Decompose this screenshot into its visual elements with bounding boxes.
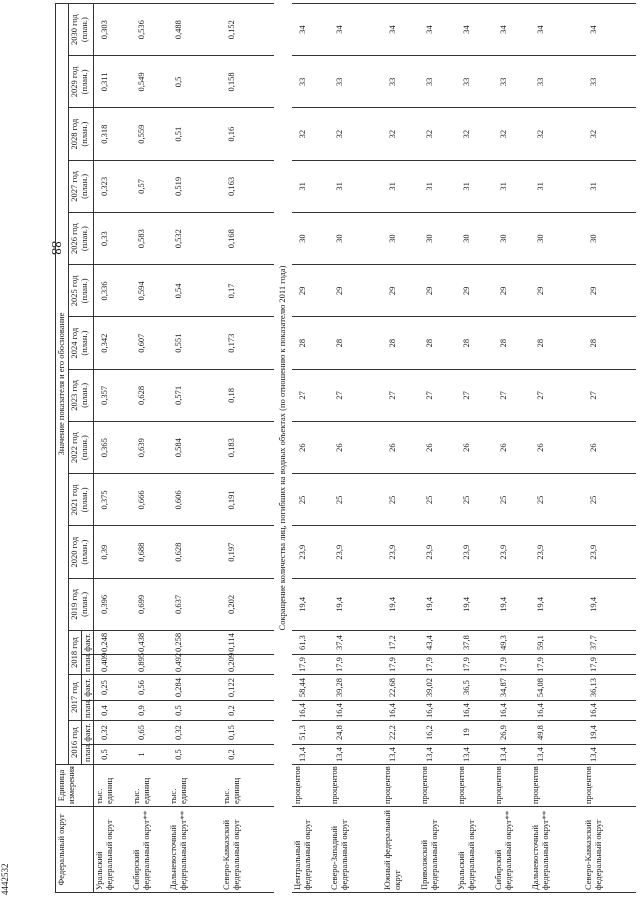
header-district: Федеральный округ <box>56 807 94 893</box>
value-cell: 13,4 <box>583 745 636 765</box>
unit-cell: тыс. единиц <box>131 765 168 807</box>
header-year-plan: 2026 год (план.) <box>68 213 94 265</box>
value-cell: 0,438 <box>131 631 168 655</box>
value-cell: 0,396 <box>94 578 132 630</box>
value-cell: 33 <box>583 56 636 108</box>
value-cell: 29 <box>382 265 419 317</box>
value-cell: 0,584 <box>168 422 221 474</box>
value-cell: 19,4 <box>419 578 456 630</box>
value-cell: 30 <box>583 213 636 265</box>
value-cell: 0,17 <box>221 265 274 317</box>
value-cell: 29 <box>530 265 583 317</box>
unit-cell: процентов <box>456 765 493 807</box>
value-cell: 0,336 <box>94 265 132 317</box>
value-cell: 25 <box>329 474 382 526</box>
district-name: Дальневосточный федеральный округ** <box>168 807 221 893</box>
value-cell: 23,9 <box>456 526 493 578</box>
value-cell: 0,571 <box>168 369 221 421</box>
value-cell: 16,4 <box>493 701 530 721</box>
unit-cell: процентов <box>493 765 530 807</box>
header-plan: план. <box>81 745 94 765</box>
value-cell: 30 <box>456 213 493 265</box>
value-cell: 0,202 <box>221 578 274 630</box>
value-cell: 0,183 <box>221 422 274 474</box>
value-cell: 26 <box>382 422 419 474</box>
value-cell: 17,9 <box>456 655 493 675</box>
value-cell: 32 <box>583 108 636 160</box>
value-cell: 28 <box>292 317 329 369</box>
table-row <box>382 4 419 893</box>
value-cell: 0,5 <box>168 56 221 108</box>
value-cell: 26 <box>493 422 530 474</box>
value-cell: 0,158 <box>221 56 274 108</box>
value-cell: 0,323 <box>94 160 132 212</box>
value-cell: 0,409 <box>94 655 132 675</box>
header-year-plan: 2024 год (план.) <box>68 317 94 369</box>
value-cell: 25 <box>493 474 530 526</box>
header-fact: факт. <box>81 675 94 701</box>
value-cell: 27 <box>530 369 583 421</box>
value-cell: 32 <box>530 108 583 160</box>
value-cell: 19,4 <box>456 578 493 630</box>
value-cell: 13,4 <box>419 745 456 765</box>
value-cell: 0,197 <box>221 526 274 578</box>
value-cell: 13,4 <box>329 745 382 765</box>
value-cell: 13,4 <box>382 745 419 765</box>
value-cell: 49,8 <box>530 721 583 745</box>
table-row <box>292 4 329 893</box>
value-cell: 23,9 <box>329 526 382 578</box>
value-cell: 29 <box>329 265 382 317</box>
value-cell: 25 <box>456 474 493 526</box>
value-cell: 0,311 <box>94 56 132 108</box>
table-row <box>131 4 168 893</box>
value-cell: 28 <box>329 317 382 369</box>
value-cell: 17,9 <box>530 655 583 675</box>
value-cell: 0,303 <box>94 4 132 56</box>
page-number: 88 <box>48 241 63 255</box>
value-cell: 0,688 <box>131 526 168 578</box>
value-cell: 0,258 <box>168 631 221 655</box>
value-cell: 0,357 <box>94 369 132 421</box>
value-cell: 0,628 <box>168 526 221 578</box>
value-cell: 58,44 <box>292 675 329 701</box>
section-title: Сокращение количества лиц, погибших на водных объектах (по отношению к показателю 2011 года) <box>277 265 288 631</box>
value-cell: 26 <box>329 422 382 474</box>
district-name: Дальневосточный федеральный округ** <box>530 807 583 893</box>
header-year-2018: 2018 год <box>68 631 81 675</box>
value-cell: 25 <box>382 474 419 526</box>
value-cell: 0,5 <box>168 745 221 765</box>
value-cell: 34 <box>329 4 382 56</box>
value-cell: 19,4 <box>530 578 583 630</box>
value-cell: 27 <box>583 369 636 421</box>
value-cell: 59,1 <box>530 631 583 655</box>
value-cell: 19,4 <box>329 578 382 630</box>
header-unit: Единица измерения <box>56 765 94 807</box>
value-cell: 1 <box>131 745 168 765</box>
value-cell: 37,7 <box>583 631 636 655</box>
value-cell: 17,9 <box>292 655 329 675</box>
value-cell: 0,583 <box>131 213 168 265</box>
value-cell: 0,551 <box>168 317 221 369</box>
value-cell: 28 <box>456 317 493 369</box>
value-cell: 32 <box>382 108 419 160</box>
value-cell: 19,4 <box>292 578 329 630</box>
value-cell: 23,9 <box>583 526 636 578</box>
table-row <box>456 4 493 893</box>
value-cell: 26 <box>530 422 583 474</box>
value-cell: 26 <box>456 422 493 474</box>
value-cell: 26 <box>292 422 329 474</box>
value-cell: 0,33 <box>94 213 132 265</box>
value-cell: 0,639 <box>131 422 168 474</box>
value-cell: 0,628 <box>131 369 168 421</box>
value-cell: 30 <box>329 213 382 265</box>
value-cell: 25 <box>583 474 636 526</box>
value-cell: 0,39 <box>94 526 132 578</box>
value-cell: 16,4 <box>456 701 493 721</box>
value-cell: 0,57 <box>131 160 168 212</box>
value-cell: 30 <box>493 213 530 265</box>
value-cell: 0,5 <box>168 701 221 721</box>
unit-cell: процентов <box>292 765 329 807</box>
value-cell: 0,559 <box>131 108 168 160</box>
value-cell: 28 <box>493 317 530 369</box>
value-cell: 33 <box>292 56 329 108</box>
value-cell: 26 <box>419 422 456 474</box>
value-cell: 0,492 <box>168 655 221 675</box>
value-cell: 0,594 <box>131 265 168 317</box>
value-cell: 31 <box>292 160 329 212</box>
value-cell: 34 <box>456 4 493 56</box>
value-cell: 16,4 <box>530 701 583 721</box>
table-row <box>419 4 456 893</box>
value-cell: 33 <box>382 56 419 108</box>
value-cell: 16,4 <box>329 701 382 721</box>
value-cell: 0,519 <box>168 160 221 212</box>
header-year-plan: 2021 год (план.) <box>68 474 94 526</box>
value-cell: 24,8 <box>329 721 382 745</box>
value-cell: 29 <box>456 265 493 317</box>
value-cell: 0,56 <box>131 675 168 701</box>
value-cell: 34 <box>292 4 329 56</box>
unit-cell: тыс. единиц <box>168 765 221 807</box>
value-cell: 36,5 <box>456 675 493 701</box>
value-cell: 27 <box>292 369 329 421</box>
unit-cell: процентов <box>530 765 583 807</box>
value-cell: 0,5 <box>94 745 132 765</box>
value-cell: 37,8 <box>456 631 493 655</box>
header-plan: план. <box>81 701 94 721</box>
value-cell: 30 <box>382 213 419 265</box>
header-year-plan: 2022 год (план.) <box>68 422 94 474</box>
value-cell: 31 <box>583 160 636 212</box>
value-cell: 0,248 <box>94 631 132 655</box>
value-cell: 33 <box>456 56 493 108</box>
value-cell: 0,173 <box>221 317 274 369</box>
value-cell: 16,4 <box>382 701 419 721</box>
value-cell: 27 <box>329 369 382 421</box>
value-cell: 30 <box>292 213 329 265</box>
value-cell: 34,87 <box>493 675 530 701</box>
header-year-plan: 2023 год (план.) <box>68 369 94 421</box>
value-cell: 39,02 <box>419 675 456 701</box>
value-cell: 19,4 <box>583 578 636 630</box>
document-code: 4442532 <box>0 863 10 895</box>
value-cell: 37,4 <box>329 631 382 655</box>
value-cell: 17,9 <box>583 655 636 675</box>
table-row <box>168 4 221 893</box>
value-cell: 0,549 <box>131 56 168 108</box>
header-fact: факт. <box>81 631 94 655</box>
value-cell: 0,895 <box>131 655 168 675</box>
table-row <box>530 4 583 893</box>
district-name: Центральный федеральный округ <box>292 807 329 893</box>
value-cell: 32 <box>329 108 382 160</box>
value-cell: 34 <box>530 4 583 56</box>
value-cell: 0,163 <box>221 160 274 212</box>
value-cell: 25 <box>530 474 583 526</box>
value-cell: 31 <box>456 160 493 212</box>
value-cell: 34 <box>382 4 419 56</box>
value-cell: 19,4 <box>583 721 636 745</box>
value-cell: 17,9 <box>329 655 382 675</box>
value-cell: 0,318 <box>94 108 132 160</box>
header-group: Значение показателя и его обоснование <box>56 4 69 765</box>
value-cell: 13,4 <box>456 745 493 765</box>
district-name: Северо-Западный федеральный округ <box>329 807 382 893</box>
value-cell: 43,4 <box>419 631 456 655</box>
value-cell: 0,699 <box>131 578 168 630</box>
value-cell: 31 <box>493 160 530 212</box>
indicator-table <box>55 3 636 893</box>
header-year-plan: 2019 год (план.) <box>68 578 94 630</box>
value-cell: 31 <box>329 160 382 212</box>
header-year-plan: 2028 год (план.) <box>68 108 94 160</box>
value-cell: 13,4 <box>493 745 530 765</box>
value-cell: 29 <box>292 265 329 317</box>
value-cell: 0,284 <box>168 675 221 701</box>
district-name: Южный федеральный округ <box>382 807 419 893</box>
value-cell: 61,3 <box>292 631 329 655</box>
value-cell: 0,536 <box>131 4 168 56</box>
value-cell: 0,122 <box>221 675 274 701</box>
value-cell: 16,4 <box>583 701 636 721</box>
header-year-2016: 2016 год <box>68 721 81 765</box>
value-cell: 17,9 <box>382 655 419 675</box>
value-cell: 19,4 <box>493 578 530 630</box>
value-cell: 32 <box>419 108 456 160</box>
district-name: Сибирский федеральный округ** <box>131 807 168 893</box>
value-cell: 0,54 <box>168 265 221 317</box>
value-cell: 0,16 <box>221 108 274 160</box>
value-cell: 33 <box>493 56 530 108</box>
table-row <box>493 4 530 893</box>
value-cell: 23,9 <box>382 526 419 578</box>
district-name: Северо-Кавказский федеральный округ <box>583 807 636 893</box>
value-cell: 13,4 <box>292 745 329 765</box>
unit-cell: процентов <box>382 765 419 807</box>
district-name: Уральский федеральный округ <box>94 807 132 893</box>
value-cell: 0,65 <box>131 721 168 745</box>
value-cell: 17,9 <box>419 655 456 675</box>
value-cell: 25 <box>292 474 329 526</box>
value-cell: 34 <box>419 4 456 56</box>
header-year-plan: 2020 год (план.) <box>68 526 94 578</box>
unit-cell: тыс. единиц <box>94 765 132 807</box>
value-cell: 19 <box>456 721 493 745</box>
value-cell: 0,2 <box>221 745 274 765</box>
value-cell: 29 <box>419 265 456 317</box>
value-cell: 32 <box>493 108 530 160</box>
value-cell: 0,32 <box>168 721 221 745</box>
unit-cell: процентов <box>419 765 456 807</box>
value-cell: 16,4 <box>419 701 456 721</box>
value-cell: 0,606 <box>168 474 221 526</box>
header-year-plan: 2025 год (план.) <box>68 265 94 317</box>
value-cell: 0,375 <box>94 474 132 526</box>
value-cell: 26,9 <box>493 721 530 745</box>
district-name: Сибирский федеральный округ** <box>493 807 530 893</box>
value-cell: 0,532 <box>168 213 221 265</box>
value-cell: 0,25 <box>94 675 132 701</box>
header-year-plan: 2029 год (план.) <box>68 56 94 108</box>
value-cell: 49,3 <box>493 631 530 655</box>
value-cell: 0,9 <box>131 701 168 721</box>
value-cell: 17,9 <box>493 655 530 675</box>
table-row <box>329 4 382 893</box>
value-cell: 0,191 <box>221 474 274 526</box>
district-name: Уральский федеральный округ <box>456 807 493 893</box>
value-cell: 0,4 <box>94 701 132 721</box>
value-cell: 0,18 <box>221 369 274 421</box>
value-cell: 27 <box>382 369 419 421</box>
value-cell: 27 <box>493 369 530 421</box>
value-cell: 32 <box>456 108 493 160</box>
value-cell: 51,3 <box>292 721 329 745</box>
header-year-plan: 2027 год (план.) <box>68 160 94 212</box>
value-cell: 29 <box>583 265 636 317</box>
value-cell: 31 <box>419 160 456 212</box>
value-cell: 17,2 <box>382 631 419 655</box>
value-cell: 22,2 <box>382 721 419 745</box>
value-cell: 0,607 <box>131 317 168 369</box>
unit-cell: процентов <box>583 765 636 807</box>
value-cell: 23,9 <box>493 526 530 578</box>
value-cell: 31 <box>382 160 419 212</box>
value-cell: 0,488 <box>168 4 221 56</box>
value-cell: 36,13 <box>583 675 636 701</box>
value-cell: 0,209 <box>221 655 274 675</box>
value-cell: 0,15 <box>221 721 274 745</box>
value-cell: 33 <box>419 56 456 108</box>
value-cell: 29 <box>493 265 530 317</box>
district-name: Северо-Кавказский федеральный округ <box>221 807 274 893</box>
value-cell: 28 <box>530 317 583 369</box>
value-cell: 23,9 <box>530 526 583 578</box>
unit-cell: процентов <box>329 765 382 807</box>
value-cell: 30 <box>419 213 456 265</box>
unit-cell: тыс. единиц <box>221 765 274 807</box>
value-cell: 28 <box>382 317 419 369</box>
value-cell: 34 <box>583 4 636 56</box>
value-cell: 26 <box>583 422 636 474</box>
header-year-plan: 2030 год (план.) <box>68 4 94 56</box>
value-cell: 0,2 <box>221 701 274 721</box>
value-cell: 31 <box>530 160 583 212</box>
value-cell: 25 <box>419 474 456 526</box>
value-cell: 0,666 <box>131 474 168 526</box>
value-cell: 16,2 <box>419 721 456 745</box>
table-row <box>583 4 636 893</box>
value-cell: 23,9 <box>292 526 329 578</box>
value-cell: 54,08 <box>530 675 583 701</box>
value-cell: 16,4 <box>292 701 329 721</box>
value-cell: 0,365 <box>94 422 132 474</box>
table-row <box>94 4 132 893</box>
value-cell: 33 <box>530 56 583 108</box>
value-cell: 0,342 <box>94 317 132 369</box>
value-cell: 32 <box>292 108 329 160</box>
header-plan: план. <box>81 655 94 675</box>
value-cell: 34 <box>493 4 530 56</box>
value-cell: 23,9 <box>419 526 456 578</box>
value-cell: 30 <box>530 213 583 265</box>
value-cell: 28 <box>419 317 456 369</box>
value-cell: 0,114 <box>221 631 274 655</box>
value-cell: 19,4 <box>382 578 419 630</box>
value-cell: 0,32 <box>94 721 132 745</box>
value-cell: 0,51 <box>168 108 221 160</box>
value-cell: 13,4 <box>530 745 583 765</box>
rotated-table-container <box>55 3 603 893</box>
header-fact: факт. <box>81 721 94 745</box>
value-cell: 39,28 <box>329 675 382 701</box>
table-row <box>221 4 274 893</box>
value-cell: 27 <box>456 369 493 421</box>
value-cell: 28 <box>583 317 636 369</box>
value-cell: 22,68 <box>382 675 419 701</box>
value-cell: 27 <box>419 369 456 421</box>
header-year-2017: 2017 год <box>68 675 81 721</box>
value-cell: 0,637 <box>168 578 221 630</box>
value-cell: 0,152 <box>221 4 274 56</box>
value-cell: 0,168 <box>221 213 274 265</box>
value-cell: 33 <box>329 56 382 108</box>
district-name: Приволжский федеральный округ <box>419 807 456 893</box>
